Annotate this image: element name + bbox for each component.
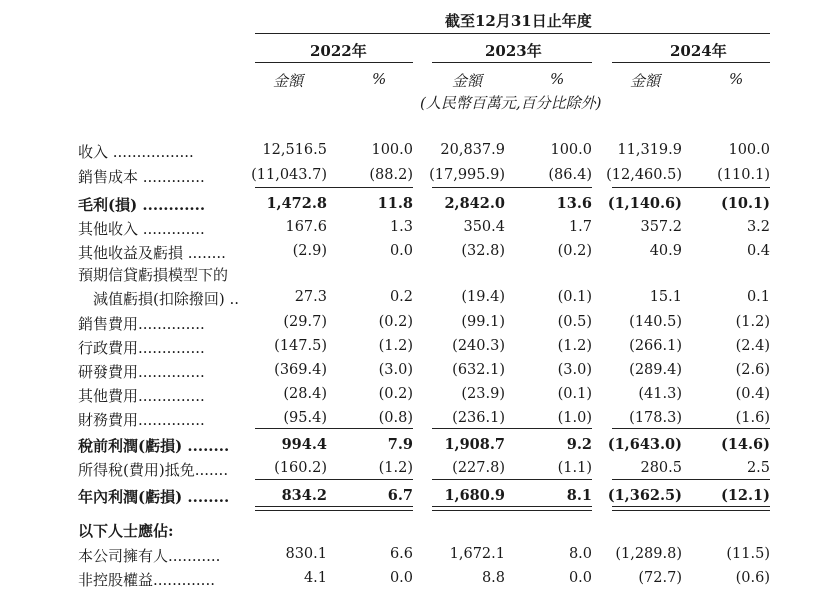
rule-after-cost [255, 187, 413, 188]
amount-cell: (29.7) [283, 314, 327, 330]
amount-cell: 20,837.9 [440, 142, 505, 158]
percent-cell: (1.2) [378, 338, 413, 354]
amount-cell: (23.9) [461, 386, 505, 402]
percent-cell: 0.2 [389, 289, 413, 305]
percent-cell: 13.6 [556, 195, 592, 212]
amount-cell: (28.4) [283, 386, 327, 402]
year-underline-2024 [612, 62, 770, 63]
year-2024: 2024年 [670, 42, 727, 60]
amount-cell: (12,460.5) [606, 167, 682, 183]
percent-cell: (0.8) [378, 410, 413, 426]
amount-cell: 27.3 [294, 289, 327, 305]
amount-cell: 1,472.8 [266, 195, 327, 212]
amount-cell: (632.1) [452, 362, 505, 378]
row-label: 行政費用.............. [78, 339, 205, 357]
percent-cell: 3.2 [746, 219, 770, 235]
amount-cell: 15.1 [649, 289, 682, 305]
percent-cell: 11.8 [377, 195, 413, 212]
rule-after-tax-2024 [612, 479, 770, 480]
double-rule-1-2023 [432, 506, 592, 507]
percent-cell: (0.1) [557, 386, 592, 402]
row-label: 收入 ................. [78, 143, 194, 161]
year-2023: 2023年 [485, 42, 542, 60]
percent-cell: 100.0 [371, 142, 413, 158]
amount-cell: (11,043.7) [251, 167, 327, 183]
amount-cell: 280.5 [640, 460, 682, 476]
percent-cell: (3.0) [557, 362, 592, 378]
percent-cell: 1.7 [568, 219, 592, 235]
row-label: 其他費用.............. [78, 387, 205, 405]
amount-cell: (1,643.0) [607, 436, 682, 453]
amount-cell: (99.1) [461, 314, 505, 330]
row-label: 其他收益及虧損 ........ [78, 244, 226, 262]
rule-after-tax-2023 [432, 479, 592, 480]
percent-cell: (86.4) [548, 167, 592, 183]
row-label: 非控股權益............. [78, 571, 215, 589]
rule-after-cost-2024 [612, 187, 770, 188]
amount-cell: (369.4) [274, 362, 327, 378]
amount-cell: (236.1) [452, 410, 505, 426]
rule-after-finance [255, 428, 413, 429]
row-label: 減值虧損(扣除撥回) .. [78, 290, 240, 308]
percent-cell: 100.0 [550, 142, 592, 158]
rule-after-finance-2023 [432, 428, 592, 429]
double-rule-1 [255, 506, 413, 507]
amount-cell: 11,319.9 [617, 142, 682, 158]
amount-cell: (160.2) [274, 460, 327, 476]
amount-cell: 1,672.1 [449, 546, 505, 562]
percent-cell: 0.0 [389, 243, 413, 259]
row-label: 研發費用.............. [78, 363, 205, 381]
amount-cell: (178.3) [629, 410, 682, 426]
row-label: 毛利(損) ............ [78, 196, 206, 214]
col-pct-2024: % [729, 70, 744, 88]
row-label: 其他收入 ............. [78, 220, 205, 238]
percent-cell: (0.2) [557, 243, 592, 259]
amount-cell: (140.5) [629, 314, 682, 330]
percent-cell: (10.1) [720, 195, 770, 212]
amount-cell: 1,680.9 [444, 487, 505, 504]
row-label: 銷售成本 ............. [78, 168, 205, 186]
percent-cell: (1.2) [378, 460, 413, 476]
rule-after-finance-2024 [612, 428, 770, 429]
percent-cell: 0.4 [746, 243, 770, 259]
double-rule-2 [255, 510, 413, 511]
amount-cell: 8.8 [481, 570, 505, 586]
col-amount-2024: 金額 [630, 72, 661, 90]
row-label: 稅前利潤(虧損) ........ [78, 437, 230, 455]
amount-cell: 830.1 [285, 546, 327, 562]
year-underline-2022 [255, 62, 413, 63]
percent-cell: (1.1) [557, 460, 592, 476]
percent-cell: (1.2) [557, 338, 592, 354]
percent-cell: (11.5) [726, 546, 770, 562]
amount-cell: (2.9) [292, 243, 327, 259]
percent-cell: 2.5 [746, 460, 770, 476]
amount-cell: (1,140.6) [607, 195, 682, 212]
percent-cell: (110.1) [717, 167, 770, 183]
percent-cell: (0.5) [557, 314, 592, 330]
amount-cell: (266.1) [629, 338, 682, 354]
amount-cell: 1,908.7 [444, 436, 505, 453]
percent-cell: (14.6) [720, 436, 770, 453]
row-label: 以下人士應佔: [78, 522, 174, 540]
percent-cell: (0.2) [378, 386, 413, 402]
amount-cell: (240.3) [452, 338, 505, 354]
amount-cell: 167.6 [285, 219, 327, 235]
amount-cell: (289.4) [629, 362, 682, 378]
row-label: 所得稅(費用)抵免....... [78, 461, 229, 479]
percent-cell: 100.0 [728, 142, 770, 158]
percent-cell: 8.1 [566, 487, 592, 504]
amount-cell: (72.7) [638, 570, 682, 586]
amount-cell: 2,842.0 [444, 195, 505, 212]
double-rule-2-2023 [432, 510, 592, 511]
row-label: 本公司擁有人........... [78, 547, 221, 565]
rule-after-cost-2023 [432, 187, 592, 188]
amount-cell: 350.4 [463, 219, 505, 235]
percent-cell: (12.1) [720, 487, 770, 504]
percent-cell: 0.0 [568, 570, 592, 586]
amount-cell: (41.3) [638, 386, 682, 402]
percent-cell: 1.3 [389, 219, 413, 235]
amount-cell: (32.8) [461, 243, 505, 259]
row-label: 財務費用.............. [78, 411, 205, 429]
period-underline [255, 33, 770, 34]
percent-cell: 6.6 [389, 546, 413, 562]
percent-cell: 7.9 [387, 436, 413, 453]
amount-cell: (95.4) [283, 410, 327, 426]
col-amount-2023: 金額 [452, 72, 483, 90]
period-header: 截至12月31日止年度 [445, 12, 592, 30]
amount-cell: (227.8) [452, 460, 505, 476]
percent-cell: (2.4) [735, 338, 770, 354]
row-label: 預期信貸虧損模型下的 [78, 266, 229, 284]
col-pct-2023: % [550, 70, 565, 88]
percent-cell: 6.7 [387, 487, 413, 504]
amount-cell: (1,289.8) [615, 546, 682, 562]
amount-cell: 40.9 [649, 243, 682, 259]
percent-cell: (0.4) [735, 386, 770, 402]
percent-cell: (0.2) [378, 314, 413, 330]
double-rule-2-2024 [612, 510, 770, 511]
amount-cell: (17,995.9) [429, 167, 505, 183]
percent-cell: (1.6) [735, 410, 770, 426]
col-amount-2022: 金額 [273, 72, 304, 90]
percent-cell: (2.6) [735, 362, 770, 378]
amount-cell: (1,362.5) [607, 487, 682, 504]
unit-note: (人民幣百萬元,百分比除外) [420, 94, 602, 112]
percent-cell: 9.2 [566, 436, 592, 453]
amount-cell: 994.4 [281, 436, 327, 453]
year-underline-2023 [432, 62, 592, 63]
amount-cell: 4.1 [303, 570, 327, 586]
amount-cell: 12,516.5 [262, 142, 327, 158]
amount-cell: 834.2 [281, 487, 327, 504]
double-rule-1-2024 [612, 506, 770, 507]
percent-cell: (0.1) [557, 289, 592, 305]
percent-cell: (1.0) [557, 410, 592, 426]
percent-cell: (3.0) [378, 362, 413, 378]
amount-cell: (19.4) [461, 289, 505, 305]
percent-cell: 0.1 [746, 289, 770, 305]
year-2022: 2022年 [310, 42, 367, 60]
percent-cell: (1.2) [735, 314, 770, 330]
rule-after-tax [255, 479, 413, 480]
percent-cell: 0.0 [389, 570, 413, 586]
amount-cell: (147.5) [274, 338, 327, 354]
col-pct-2022: % [372, 70, 387, 88]
percent-cell: 8.0 [568, 546, 592, 562]
row-label: 年內利潤(虧損) ........ [78, 488, 230, 506]
percent-cell: (88.2) [369, 167, 413, 183]
amount-cell: 357.2 [640, 219, 682, 235]
row-label: 銷售費用.............. [78, 315, 205, 333]
percent-cell: (0.6) [735, 570, 770, 586]
